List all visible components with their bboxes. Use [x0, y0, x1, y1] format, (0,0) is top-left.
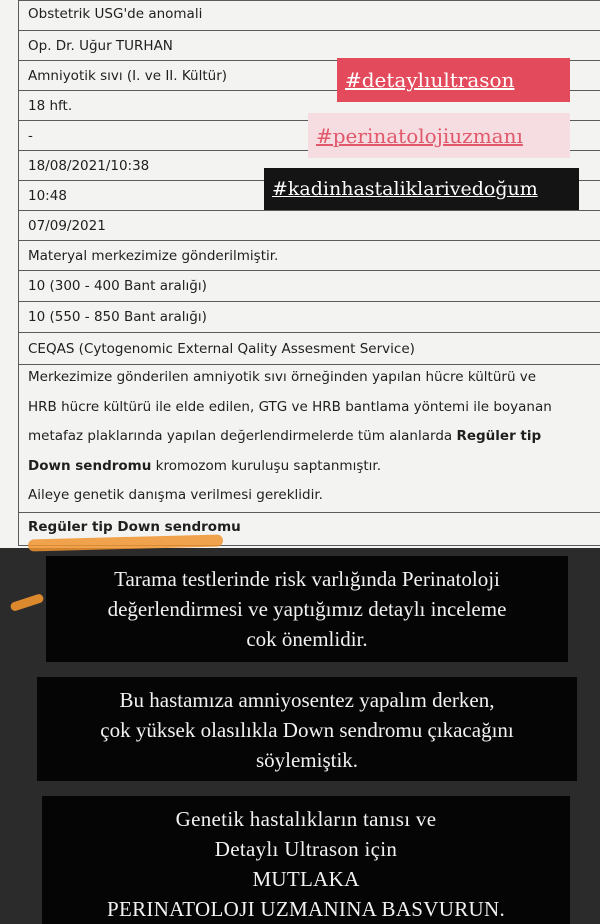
report-row: 07/09/2021 — [18, 210, 600, 240]
report-row: CEQAS (Cytogenomic External Qality Assesment Service) — [18, 332, 600, 364]
report-row: 10 (300 - 400 Bant aralığı) — [18, 270, 600, 301]
report-row: 10:48 — [18, 180, 600, 210]
report-row: 18 hft. — [18, 90, 600, 120]
report-row: 18/08/2021/10:38 — [18, 150, 600, 180]
result-line: Aileye genetik danışma verilmesi gereklidir. — [28, 487, 323, 503]
report-row: 10 (550 - 850 Bant aralığı) — [18, 301, 600, 332]
hashtag-sticker[interactable]: #detaylıultrason — [337, 58, 570, 102]
caption-line: söylemiştik. — [255, 748, 359, 772]
caption-box — [46, 556, 568, 662]
result-text: metafaz plaklarında yapılan değerlendirmelerde tüm alanlarda — [28, 428, 457, 444]
caption-line: değerlendirmesi ve yaptığımız detaylı inceleme — [107, 597, 507, 621]
caption-line: çok yüksek olasılıkla Down sendromu çıkacağını — [100, 718, 514, 742]
caption-box — [42, 796, 570, 924]
caption-line: cok önemlidir. — [246, 627, 368, 651]
report-row: Amniyotik sıvı (I. ve II. Kültür) — [18, 60, 600, 90]
caption-line: Detaylı Ultrason için — [214, 837, 398, 861]
caption-line: Genetik hastalıkların tanısı ve — [175, 807, 437, 831]
report-row: Materyal merkezimize gönderilmiştir. — [18, 240, 600, 270]
result-line — [28, 428, 541, 444]
result-line: HRB hücre kültürü ile elde edilen, GTG ve HRB bantlama yöntemi ile boyanan — [28, 399, 552, 415]
hashtag-sticker[interactable]: #kadinhastaliklarivedoğum — [264, 168, 579, 210]
result-bold-text: Regüler tip — [456, 428, 542, 444]
caption-line: Tarama testlerinde risk varlığında Perinatoloji — [114, 567, 500, 591]
result-text: kromozom kuruluşu saptanmıştır. — [151, 458, 381, 474]
caption-box — [37, 677, 577, 781]
hashtag-sticker[interactable]: #perinatolojiuzmanı — [308, 113, 570, 158]
result-line: Merkezimize gönderilen amniyotik sıvı örneğinden yapılan hücre kültürü ve — [28, 369, 537, 385]
caption-line: MUTLAKA — [252, 867, 360, 891]
final-result: Regüler tip Down sendromu — [18, 512, 600, 546]
report-row: Op. Dr. Uğur TURHAN — [18, 30, 600, 60]
result-line — [28, 458, 381, 474]
report-row: Obstetrik USG'de anomali — [18, 0, 600, 27]
orange-squiggle — [9, 593, 44, 612]
caption-line: Bu hastamıza amniyosentez yapalım derken, — [119, 688, 495, 712]
report-row: - — [18, 120, 600, 150]
caption-line: PERINATOLOJI UZMANINA BASVURUN. — [106, 897, 505, 921]
result-bold-text: Down sendromu — [28, 458, 152, 474]
